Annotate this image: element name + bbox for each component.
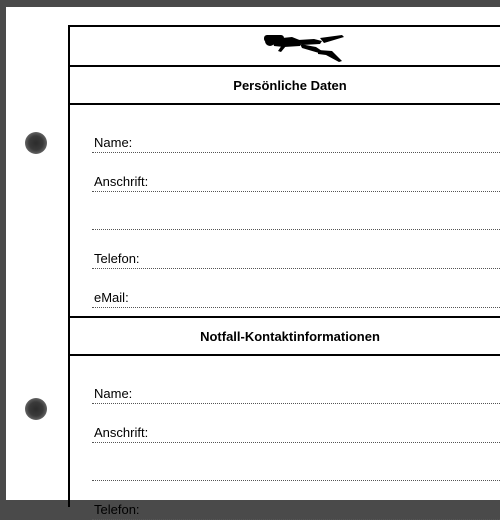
field-label: Telefon: (94, 251, 140, 266)
form-table (68, 25, 500, 517)
email-field[interactable] (92, 287, 500, 308)
phone-field[interactable] (92, 248, 500, 269)
section-title: Notfall-Kontaktinformationen (200, 328, 380, 344)
emergency-address-field[interactable] (92, 422, 500, 443)
punch-hole-top (25, 132, 47, 154)
section-title: Persönliche Daten (233, 77, 347, 93)
field-label: eMail: (94, 290, 129, 305)
scuba-diver-icon (262, 29, 346, 63)
field-label: Anschrift: (94, 174, 149, 189)
form-page (6, 7, 500, 517)
logo-row (70, 27, 500, 65)
emergency-name-field[interactable] (92, 383, 500, 404)
field-label: Anschrift: (94, 425, 149, 440)
punch-hole-bottom (25, 398, 47, 420)
field-label: Name: (94, 135, 133, 150)
emergency-phone-field[interactable] (92, 499, 500, 520)
address-line-2-field[interactable] (92, 209, 500, 230)
field-label: Telefon: (94, 502, 140, 517)
section-header-emergency-contact (70, 316, 500, 356)
section-header-personal-data (70, 65, 500, 105)
address-field[interactable] (92, 171, 500, 192)
name-field[interactable] (92, 132, 500, 153)
field-label: Name: (94, 386, 133, 401)
emergency-address-line-2-field[interactable] (92, 460, 500, 481)
